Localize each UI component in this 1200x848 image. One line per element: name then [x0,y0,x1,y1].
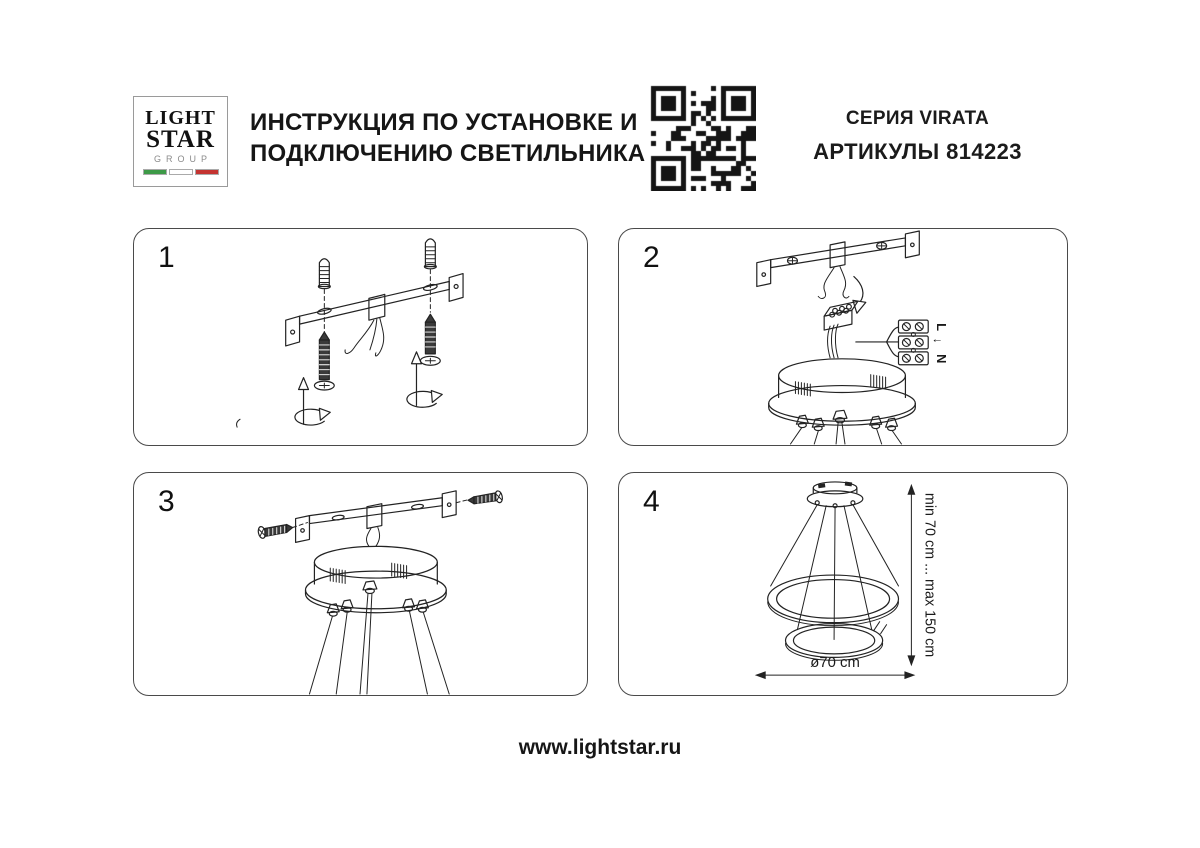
website-url: www.lightstar.ru [518,736,682,759]
step-number: 4 [643,485,660,518]
step1-diagram-bracket-screws [134,229,587,445]
step4-diagram-assembled-lamp [619,473,1067,695]
qr-code [650,85,756,191]
diameter-dimension-label: ø70 cm [810,655,860,672]
upper-ring [768,575,899,626]
logo-word: LIGHT [145,106,216,129]
step-number: 3 [158,485,175,518]
title-line-2: ПОДКЛЮЧЕНИЮ СВЕТИЛЬНИКА [250,140,646,167]
ceiling-canopy [305,546,446,612]
step2-diagram-wiring [619,229,1067,445]
wall-plug-right [424,239,436,269]
screw-left [314,332,334,390]
height-dimension [907,484,937,666]
stray-mark [237,419,241,427]
side-screw-left [257,523,307,539]
terminal-detail [856,320,949,365]
step-3-panel [133,472,588,696]
page-title [250,107,645,169]
step-number: 1 [158,241,175,274]
step3-diagram-canopy-fixing [134,473,587,695]
canopy [807,482,863,508]
step-1-panel [133,228,588,446]
logo-word: GROUP [153,153,212,164]
step-2-panel [618,228,1068,446]
cable-glands [790,410,901,444]
cable-clamp-wires [345,294,385,356]
cable-glands [309,581,449,694]
terminal-label-live: L [934,323,950,332]
diameter-dimension [755,655,916,679]
connect-arrow [853,277,866,314]
lightstar-logo [133,96,228,187]
articles-label: АРТИКУЛЫ 814223 [813,139,1022,164]
product-info [795,108,1040,165]
terminal-label-ground-arrow: ← [931,331,944,346]
italian-flag-icon [143,169,219,175]
step-number: 2 [643,241,660,274]
terminal-label-neutral: N [934,354,950,364]
terminal-block [824,301,858,357]
wall-plug-left [318,259,330,289]
logo-word: STAR [146,125,215,153]
series-label: СЕРИЯ VIRATA [845,108,990,129]
ceiling-canopy [769,359,916,425]
mounted-bracket [296,491,457,547]
height-dimension-label: min 70 cm ... max 150 cm [921,492,938,658]
side-screw-right [456,490,503,503]
screw-right [420,314,440,365]
step-4-panel [618,472,1068,696]
mains-wires [818,267,849,299]
title-line-1: ИНСТРУКЦИЯ ПО УСТАНОВКЕ И [250,109,638,136]
mounted-bracket [757,231,919,286]
